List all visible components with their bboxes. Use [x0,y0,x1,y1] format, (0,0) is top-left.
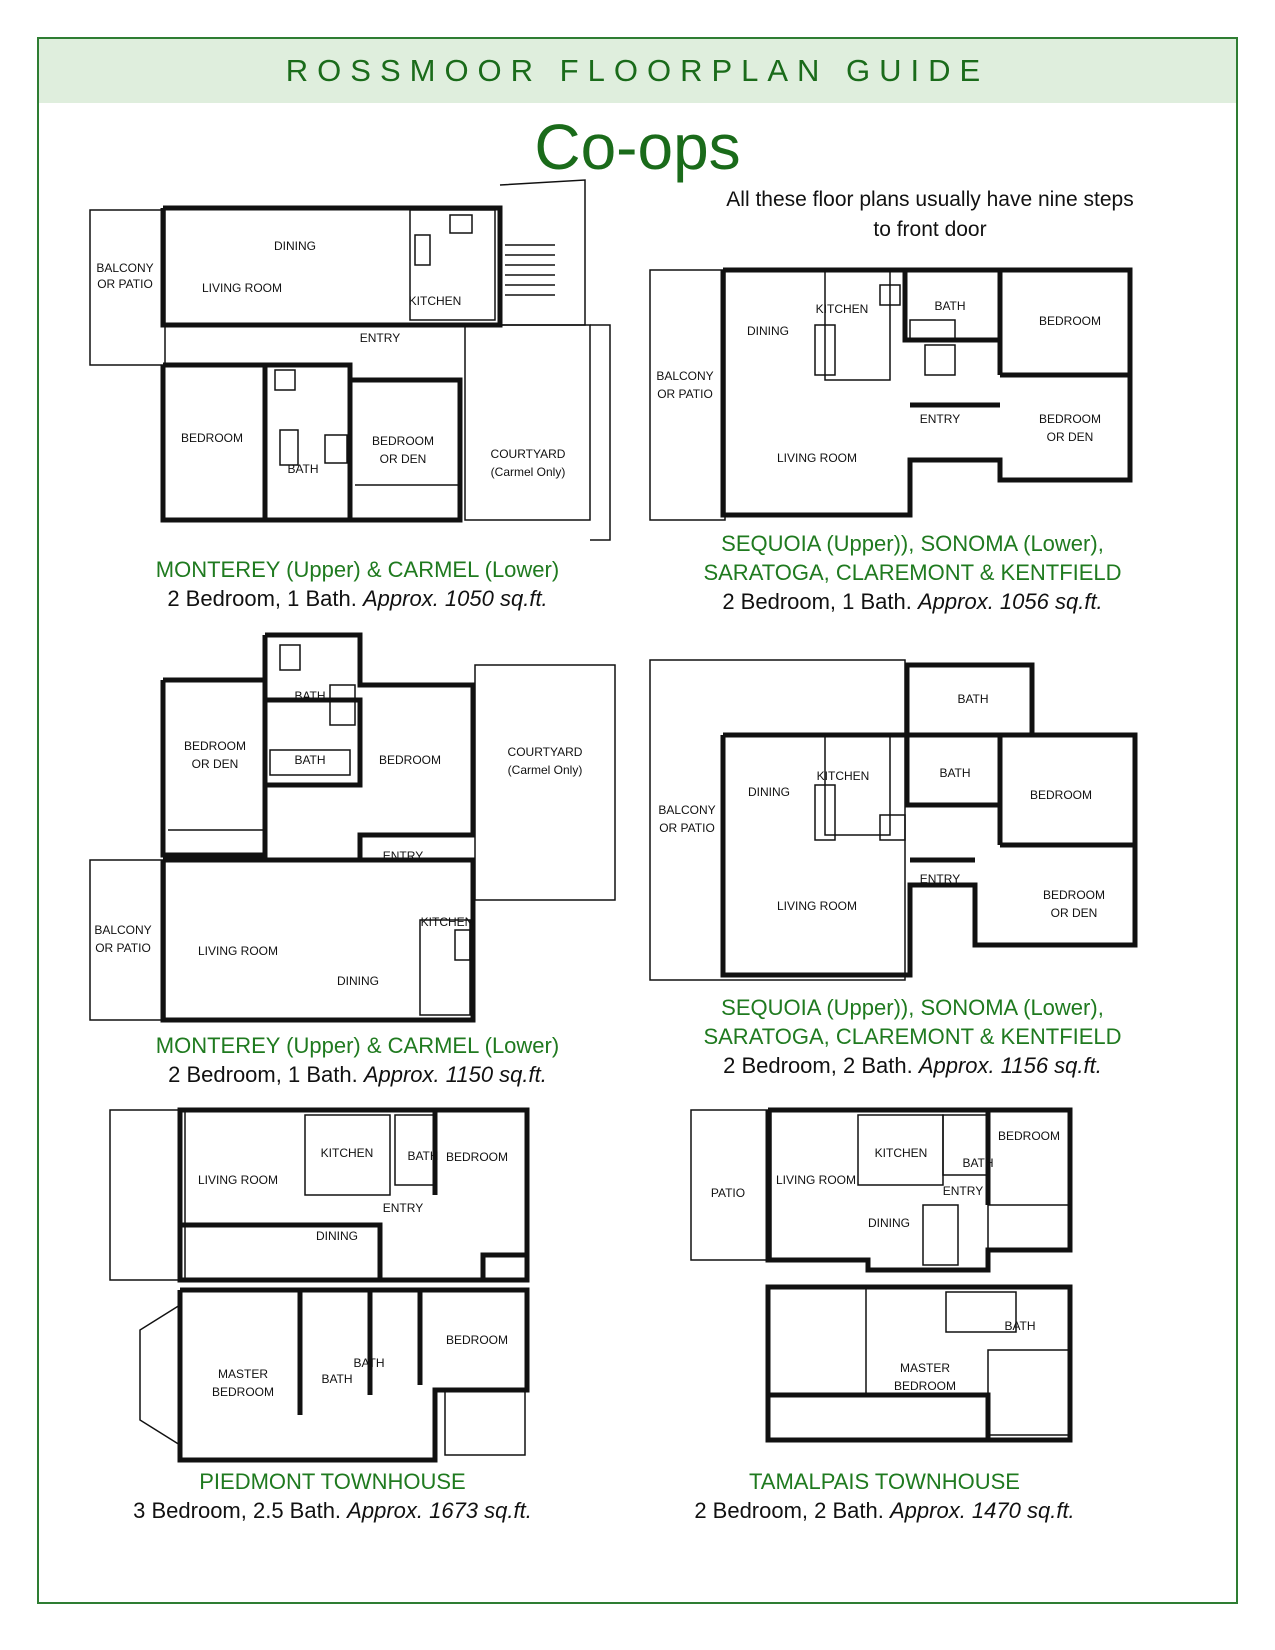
room-label: BATH [962,1156,994,1170]
room-label: BATH [287,462,319,476]
floorplan-sequoia-1156 [645,655,1185,985]
room-label: BEDROOM [445,1150,509,1164]
plan-details: 2 Bedroom, 1 Bath. Approx. 1056 sq.ft. [722,589,1103,614]
room-label: COURTYARD [490,447,566,461]
caption-monterey-1150 [85,1031,630,1089]
caption-monterey-1050 [85,555,630,613]
room-label: OR DEN [1046,430,1094,444]
room-label: LIVING ROOM [197,944,279,958]
caption-sequoia-1156 [640,993,1185,1080]
room-label: DINING [274,239,316,253]
room-label: BEDROOM [211,1385,275,1399]
plan-details: 2 Bedroom, 2 Bath. Approx. 1470 sq.ft. [694,1498,1075,1523]
room-label: DINING [316,1229,358,1243]
room-label: OR PATIO [97,277,153,291]
room-label: ENTRY [382,1201,424,1215]
room-label: BATH [294,753,326,767]
room-label: BEDROOM [445,1333,509,1347]
room-label: LIVING ROOM [197,1173,279,1187]
room-label: PATIO [710,1186,746,1200]
room-label: BEDROOM [371,434,435,448]
room-label: BATH [939,766,971,780]
room-label: BEDROOM [183,739,247,753]
room-label: BATH [294,689,326,703]
room-label: BEDROOM [1042,888,1106,902]
room-label: LIVING ROOM [201,281,283,295]
room-label: BATH [957,692,989,706]
plan-name: MONTEREY (Upper) & CARMEL (Lower) [155,557,560,582]
plan-details: 2 Bedroom, 1 Bath. Approx. 1150 sq.ft. [168,1062,547,1087]
room-label: BEDROOM [1038,314,1102,328]
caption-tamalpais [612,1467,1157,1525]
room-label: OR DEN [379,452,427,466]
room-label: BEDROOM [180,431,244,445]
room-label: ENTRY [919,872,961,886]
title-banner [39,39,1236,103]
page-heading: Co-ops [534,111,741,183]
plan-name-line2: SARATOGA, CLAREMONT & KENTFIELD [703,560,1122,585]
room-label: OR PATIO [95,941,151,955]
room-label: KITCHEN [320,1146,374,1160]
room-label: LIVING ROOM [776,899,858,913]
room-label: KITCHEN [420,915,474,929]
room-label: BALCONY [96,261,154,275]
room-label: DINING [747,324,789,338]
room-label: BATH [321,1372,353,1386]
room-label: ENTRY [359,331,401,345]
plan-details: 3 Bedroom, 2.5 Bath. Approx. 1673 sq.ft. [133,1498,532,1523]
room-label: (Carmel Only) [507,763,583,777]
room-label: DINING [748,785,790,799]
plan-details: 2 Bedroom, 1 Bath. Approx. 1050 sq.ft. [167,586,548,611]
floorplan-monterey-1050 [85,180,625,545]
room-label: BALCONY [656,369,714,383]
plan-name: MONTEREY (Upper) & CARMEL (Lower) [155,1033,560,1058]
plan-details: 2 Bedroom, 2 Bath. Approx. 1156 sq.ft. [723,1053,1102,1078]
room-label: BEDROOM [1029,788,1093,802]
room-label: LIVING ROOM [776,451,858,465]
plan-name: TAMALPAIS TOWNHOUSE [749,1469,1020,1494]
floorplan-piedmont-townhouse [105,1105,535,1465]
room-label: BATH [407,1149,439,1163]
room-label: KITCHEN [874,1146,928,1160]
room-label: BEDROOM [997,1129,1061,1143]
room-label: BATH [353,1356,385,1370]
floorplan-tamalpais-townhouse [688,1105,1078,1465]
steps-note-line2: to front door [873,218,987,241]
room-label: OR PATIO [657,387,713,401]
room-label: COURTYARD [507,745,583,759]
room-label: (Carmel Only) [490,465,566,479]
room-label: ENTRY [919,412,961,426]
room-label: KITCHEN [816,769,870,783]
room-label: KITCHEN [815,302,869,316]
room-label: BEDROOM [1038,412,1102,426]
floorplan-sequoia-1056 [645,265,1185,530]
room-label: OR PATIO [659,821,715,835]
room-label: BATH [934,299,966,313]
room-label: DINING [868,1216,910,1230]
room-label: BEDROOM [893,1379,957,1393]
room-label: MASTER [899,1361,951,1375]
room-label: ENTRY [942,1184,984,1198]
room-label: OR DEN [1050,906,1098,920]
room-label: BEDROOM [378,753,442,767]
room-label: ENTRY [382,849,424,863]
room-label: BATH [1004,1319,1036,1333]
banner-title: ROSSMOOR FLOORPLAN GUIDE [285,53,990,88]
caption-sequoia-1056 [640,529,1185,616]
plan-name-line1: SEQUOIA (Upper)), SONOMA (Lower), [721,531,1104,556]
floorplan-monterey-1150 [85,630,625,1025]
caption-piedmont [60,1467,605,1525]
room-label: LIVING ROOM [775,1173,857,1187]
room-label: BALCONY [94,923,152,937]
room-label: BALCONY [658,803,716,817]
room-label: KITCHEN [408,294,462,308]
plan-name: PIEDMONT TOWNHOUSE [199,1469,466,1494]
room-label: MASTER [217,1367,269,1381]
room-label: DINING [337,974,379,988]
plan-name-line2: SARATOGA, CLAREMONT & KENTFIELD [703,1024,1122,1049]
plan-name-line1: SEQUOIA (Upper)), SONOMA (Lower), [721,995,1104,1020]
steps-note-line1: All these floor plans usually have nine steps [726,188,1134,211]
room-label: OR DEN [191,757,239,771]
steps-note [690,185,1170,245]
